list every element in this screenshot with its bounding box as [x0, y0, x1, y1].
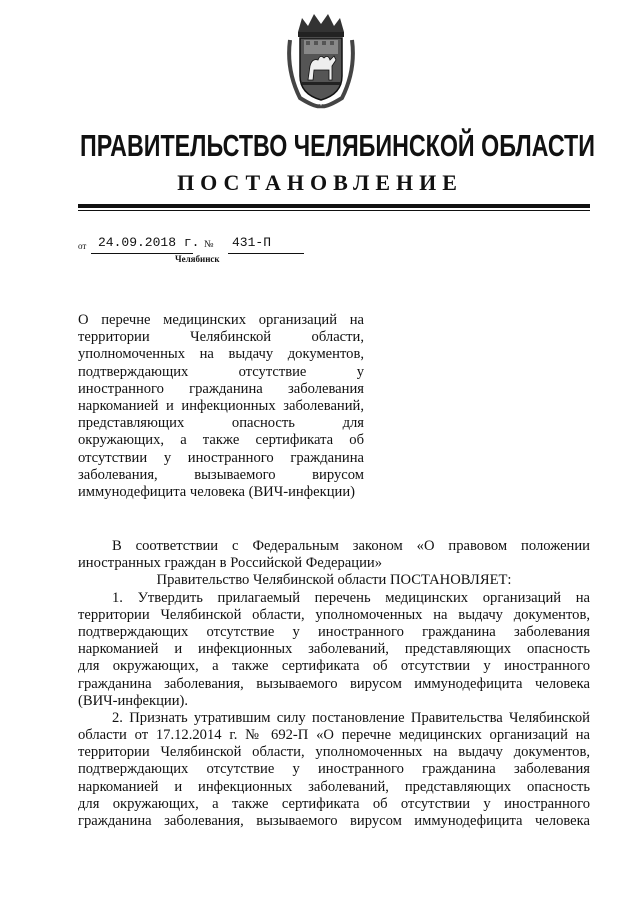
subject-line: отсутствии у иностранного гражданина — [78, 449, 364, 466]
date-prefix-label: от — [78, 241, 87, 251]
body-line: территории Челябинской области, уполномоченных на выдачу документов, — [78, 606, 590, 623]
body-line: для окружающих, а также сертификата об отсутствии у иностранного — [78, 795, 590, 812]
organization-title: ПРАВИТЕЛЬСТВО ЧЕЛЯБИНСКОЙ ОБЛАСТИ — [80, 128, 595, 163]
body-line: наркоманией и инфекционных заболеваний, представляющих опасность — [78, 778, 590, 795]
body-line: иностранных граждан в Российской Федерации» — [78, 555, 382, 572]
subject-line: уполномоченных на выдачу документов, — [78, 346, 364, 363]
subject-line: представляющих опасность для — [78, 415, 364, 432]
number-label: № — [204, 239, 214, 250]
body-line: 1. Утвердить прилагаемый перечень медицинских организаций на — [112, 589, 590, 606]
subject-line: О перечне медицинских организаций на — [78, 312, 364, 328]
chelyabinsk-coat-of-arms-icon — [286, 10, 356, 110]
header-rule-thick — [78, 204, 590, 208]
number-underline — [228, 253, 304, 254]
body-line: (ВИЧ-инфекции). — [78, 692, 189, 709]
body-line: подтверждающих отсутствие у иностранного гражданина заболевания — [78, 761, 590, 778]
body-line: наркоманией и инфекционных заболеваний, представляющих опасность — [78, 641, 590, 658]
body-line: области от 17.12.2014 г. № 692-П «О перечне медицинских организаций на — [78, 727, 590, 744]
subject-line: окружающих, а также сертификата об — [78, 432, 364, 449]
subject-line: территории Челябинской области, — [78, 329, 364, 346]
subject-line: иностранного гражданина заболевания — [78, 380, 364, 397]
body-line: подтверждающих отсутствие у иностранного гражданина заболевания — [78, 623, 590, 640]
header-rule-thin — [78, 210, 590, 211]
body-line: Правительство Челябинской области ПОСТАНОВЛЯЕТ: — [156, 572, 512, 589]
subject-line: заболевания, вызываемого вирусом — [78, 466, 364, 483]
subject-line: наркоманией и инфекционных заболеваний, — [78, 397, 364, 414]
body-line: гражданина заболевания, вызываемого вирусом иммунодефицита человека — [78, 813, 590, 829]
document-number: 431-П — [232, 235, 272, 250]
body-line: 2. Признать утратившим силу постановление Правительства Челябинской — [112, 709, 590, 726]
document-subject — [78, 312, 364, 501]
body-line: гражданина заболевания, вызываемого вирусом иммунодефицита человека — [78, 675, 590, 692]
body-line: В соответствии с Федеральным законом «О правовом положении — [112, 538, 590, 554]
document-body — [78, 538, 590, 830]
subject-line: иммунодефицита человека (ВИЧ-инфекции) — [78, 483, 355, 500]
document-date: 24.09.2018 г. — [98, 235, 200, 250]
document-type: ПОСТАНОВЛЕНИЕ — [177, 170, 463, 195]
body-line: для окружающих, а также сертификата об отсутствии у иностранного — [78, 658, 590, 675]
city-label: Челябинск — [175, 254, 220, 264]
body-line: территории Челябинской области, уполномоченных на выдачу документов, — [78, 744, 590, 761]
subject-line: подтверждающих отсутствие у — [78, 363, 364, 380]
